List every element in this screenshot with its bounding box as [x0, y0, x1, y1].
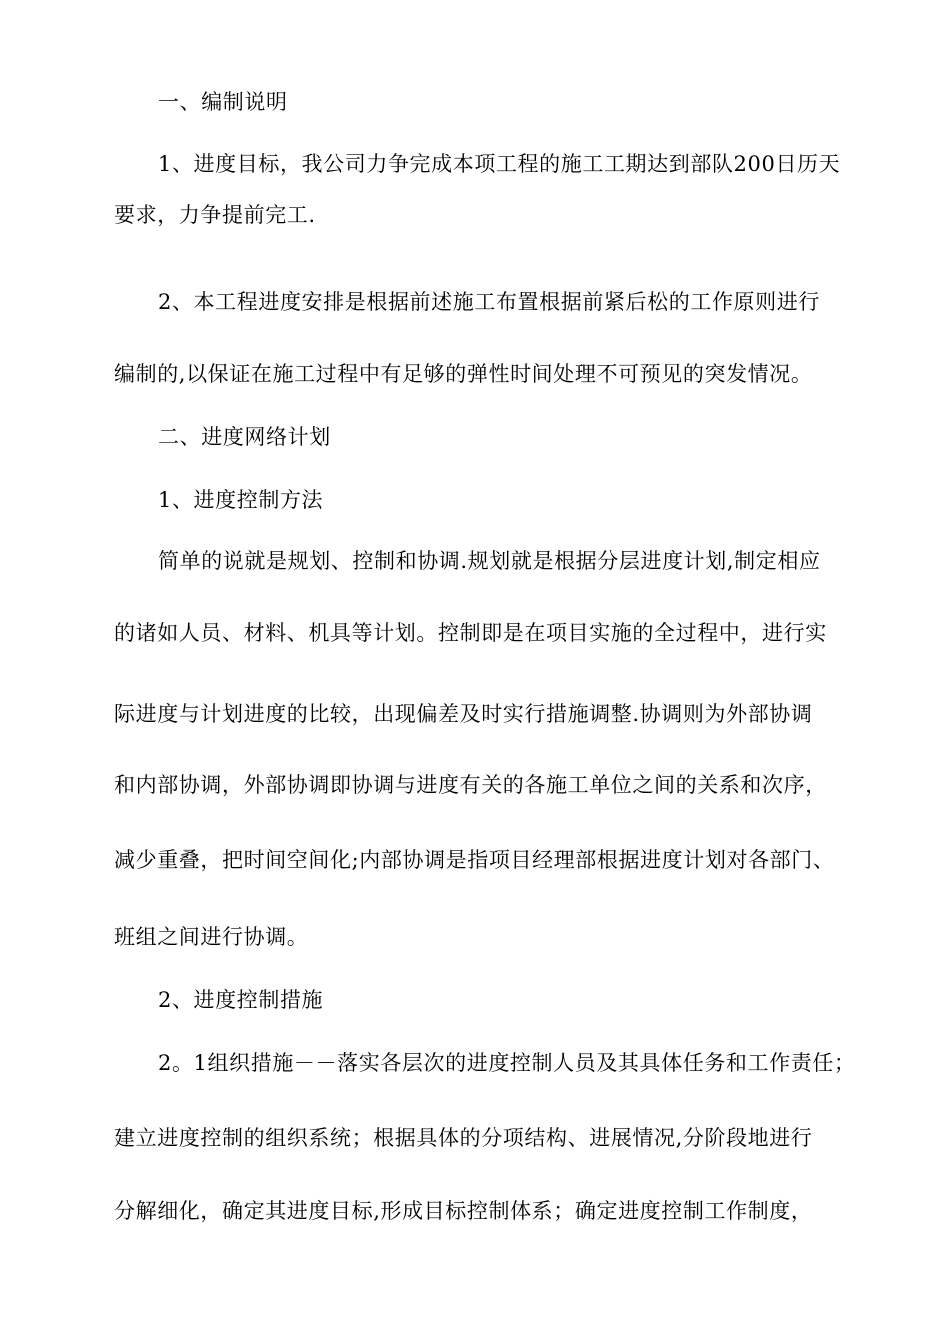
subsection-heading: 2、进度控制措施	[158, 988, 324, 1012]
section-heading-1: 一、编制说明	[158, 90, 288, 114]
subsection-heading: 1、进度控制方法	[158, 488, 324, 512]
paragraph-line: 简单的说就是规划、控制和协调.规划就是根据分层进度计划,制定相应	[158, 549, 821, 573]
paragraph-line: 编制的,以保证在施工过程中有足够的弹性时间处理不可预见的突发情况。	[114, 362, 813, 386]
paragraph-line: 2。1组织措施－－落实各层次的进度控制人员及其具体任务和工作责任；	[158, 1051, 856, 1075]
paragraph-line: 要求，力争提前完工.	[114, 203, 316, 227]
paragraph-line: 1、进度目标，我公司力争完成本项工程的施工工期达到部队200日历天	[158, 152, 841, 176]
paragraph-line: 2、本工程进度安排是根据前述施工布置根据前紧后松的工作原则进行	[158, 290, 820, 314]
section-heading-2: 二、进度网络计划	[158, 425, 331, 449]
paragraph-line: 班组之间进行协调。	[114, 925, 309, 949]
paragraph-line: 建立进度控制的组织系统；根据具体的分项结构、进展情况,分阶段地进行	[114, 1126, 813, 1150]
paragraph-line: 际进度与计划进度的比较，出现偏差及时实行措施调整.协调则为外部协调	[114, 702, 813, 726]
paragraph-line: 的诸如人员、材料、机具等计划。控制即是在项目实施的全过程中，进行实	[114, 621, 827, 645]
paragraph-line: 和内部协调，外部协调即协调与进度有关的各施工单位之间的关系和次序，	[114, 773, 827, 797]
paragraph-line: 减少重叠，把时间空间化;内部协调是指项目经理部根据进度计划对各部门、	[114, 848, 835, 872]
paragraph-line: 分解细化，确定其进度目标,形成目标控制体系；确定进度控制工作制度，	[114, 1199, 813, 1223]
